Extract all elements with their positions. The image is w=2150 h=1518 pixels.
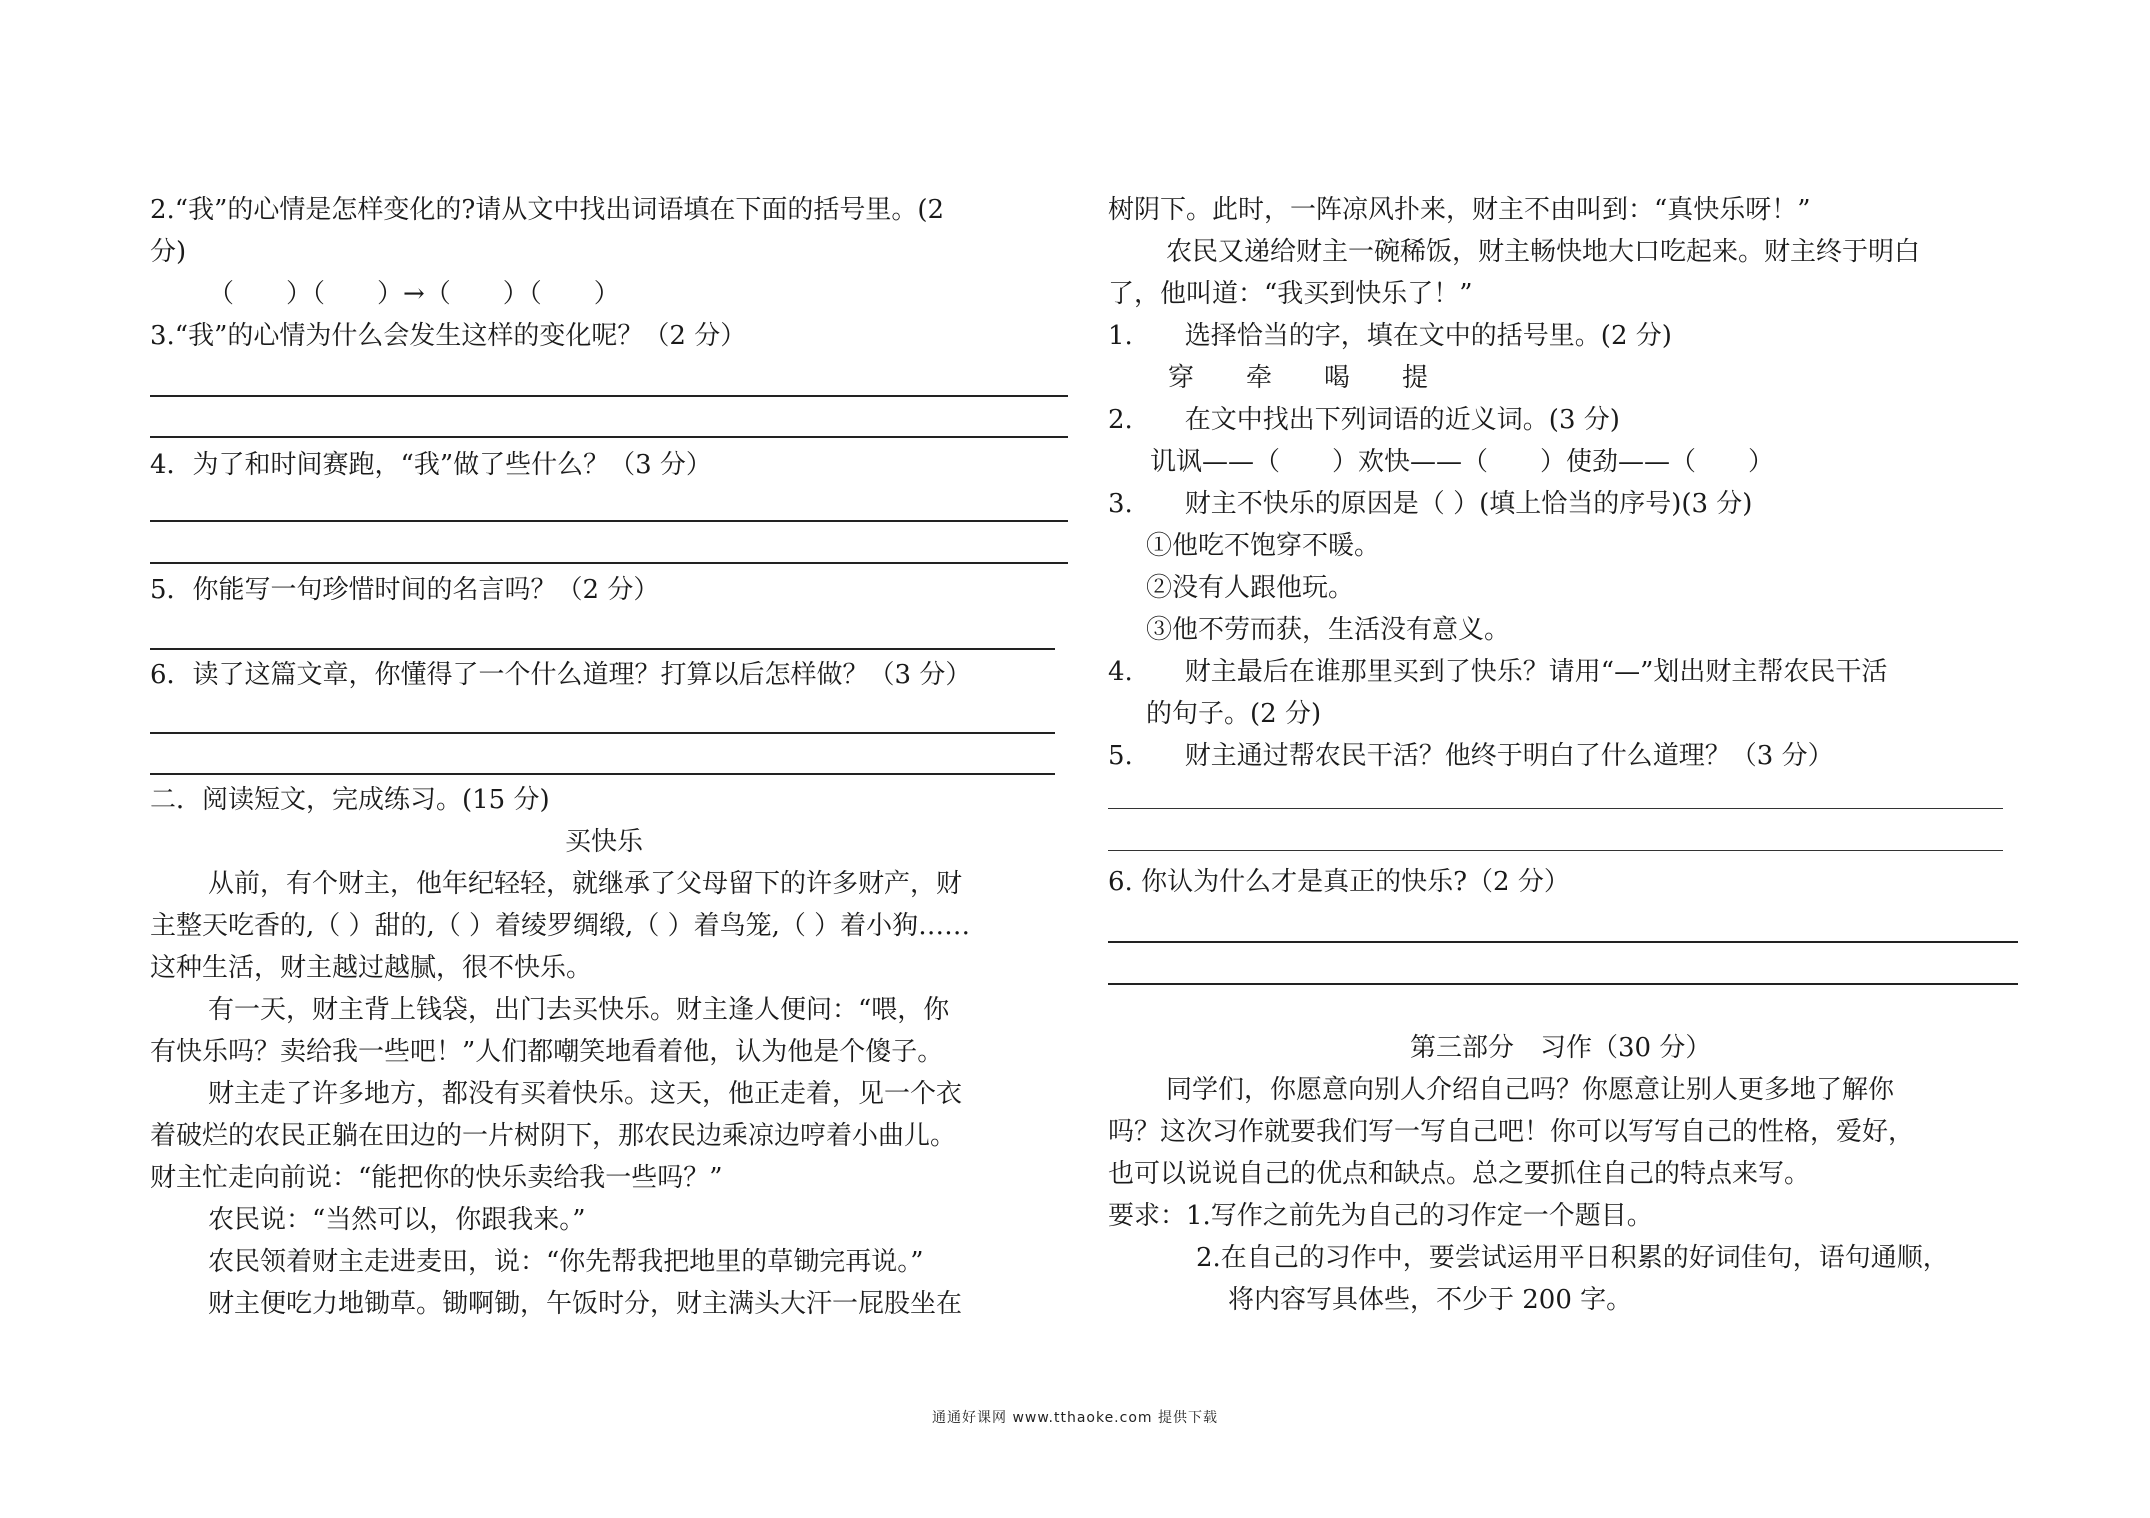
answer-line [150,648,1055,650]
writing-prompt: 吗？这次习作就要我们写一写自己吧！你可以写写自己的性格，爱好， [1108,1117,1915,1147]
question-2-continuation: 分) [150,237,187,267]
question-5: 5．你能写一句珍惜时间的名言吗？（2 分） [150,575,660,605]
story-paragraph-3: 财主走了许多地方，都没有买着快乐。这天，他正走着，见一个衣 [208,1079,963,1109]
exercise-4: 的句子。(2 分) [1146,699,1322,729]
answer-line [150,436,1068,438]
exercise-2: 2. 在文中找出下列词语的近义词。(3 分) [1108,405,1620,435]
question-2: 2.“我”的心情是怎样变化的?请从文中找出词语填在下面的括号里。(2 [150,195,945,225]
answer-line [150,520,1068,522]
exercise-1-word-choices: 穿 牵 喝 提 [1168,363,1429,393]
exercise-3-option-1: ①他吃不饱穿不暖。 [1146,531,1381,561]
story-paragraph-4: 农民说：“当然可以，你跟我来。” [208,1205,586,1235]
exercise-3-option-2: ②没有人跟他玩。 [1146,573,1355,603]
section-2-heading: 二．阅读短文，完成练习。(15 分) [150,785,550,815]
answer-line [1108,808,2003,809]
answer-line [1108,850,2003,851]
requirement-2: 2.在自己的习作中，要尝试运用平日积累的好词佳句，语句通顺， [1196,1243,1949,1273]
requirement-1: 要求：1.写作之前先为自己的习作定一个题目。 [1108,1201,1653,1231]
story-paragraph-1: 这种生活，财主越过越腻，很不快乐。 [150,953,593,983]
story-paragraph-2: 有快乐吗？卖给我一些吧！”人们都嘲笑地看着他，认为他是个傻子。 [150,1037,944,1067]
story-paragraph-7: 了，他叫道：“我买到快乐了！” [1108,279,1473,309]
exercise-5: 5. 财主通过帮农民干活？他终于明白了什么道理？（3 分） [1108,741,1834,771]
requirement-2: 将内容写具体些，不少于 200 字。 [1228,1285,1633,1315]
exercise-4: 4. 财主最后在谁那里买到了快乐？请用“—”划出财主帮农民干活 [1108,657,1888,687]
question-4: 4．为了和时间赛跑，“我”做了些什么？（3 分） [150,450,712,480]
story-paragraph-2: 有一天，财主背上钱袋，出门去买快乐。财主逢人便问：“喂，你 [208,995,950,1025]
story-paragraph-7: 农民又递给财主一碗稀饭，财主畅快地大口吃起来。财主终于明白 [1166,237,1921,267]
answer-line [150,395,1068,397]
answer-line [150,773,1055,775]
story-paragraph-1: 主整天吃香的,（ ）甜的,（ ）着绫罗绸缎,（ ）着鸟笼,（ ）着小狗…… [150,911,971,941]
exercise-6: 6. 你认为什么才是真正的快乐?（2 分） [1108,867,1570,897]
exercise-3-option-3: ③他不劳而获，生活没有意义。 [1146,615,1511,645]
answer-line [1108,983,2018,985]
exercise-2-items: 讥讽——（ ）欢快——（ ）使劲——（ ） [1150,447,1775,477]
exercise-3: 3. 财主不快乐的原因是（ ）(填上恰当的序号)(3 分) [1108,489,1753,519]
footer-source-note: 通通好课网 www.tthaoke.com 提供下载 [932,1410,1218,1426]
story-paragraph-5: 农民领着财主走进麦田，说：“你先帮我把地里的草锄完再说。” [208,1247,924,1277]
part-3-heading: 第三部分 习作（30 分） [1410,1033,1712,1063]
answer-line [150,732,1055,734]
story-paragraph-3: 着破烂的农民正躺在田边的一片树阴下，那农民边乘凉边哼着小曲儿。 [150,1121,957,1151]
answer-line [150,562,1068,564]
story-paragraph-6: 财主便吃力地锄草。锄啊锄，午饭时分，财主满头大汗一屁股坐在 [208,1289,963,1319]
question-3: 3.“我”的心情为什么会发生这样的变化呢？（2 分） [150,321,747,351]
question-6: 6．读了这篇文章，你懂得了一个什么道理？打算以后怎样做？（3 分） [150,660,972,690]
answer-line [1108,941,2018,943]
story-paragraph-1: 从前，有个财主，他年纪轻轻，就继承了父母留下的许多财产，财 [208,869,963,899]
exercise-1: 1. 选择恰当的字，填在文中的括号里。(2 分) [1108,321,1672,351]
story-paragraph-3: 财主忙走向前说：“能把你的快乐卖给我一些吗？” [150,1163,723,1193]
writing-prompt: 也可以说说自己的优点和缺点。总之要抓住自己的特点来写。 [1108,1159,1811,1189]
writing-prompt: 同学们，你愿意向别人介绍自己吗？你愿意让别人更多地了解你 [1166,1075,1895,1105]
story-paragraph-6: 树阴下。此时，一阵凉风扑来，财主不由叫到：“真快乐呀！” [1108,195,1811,225]
question-2-blanks: （ ）（ ）→（ ）（ ） [208,279,620,309]
story-title: 买快乐 [565,827,644,857]
